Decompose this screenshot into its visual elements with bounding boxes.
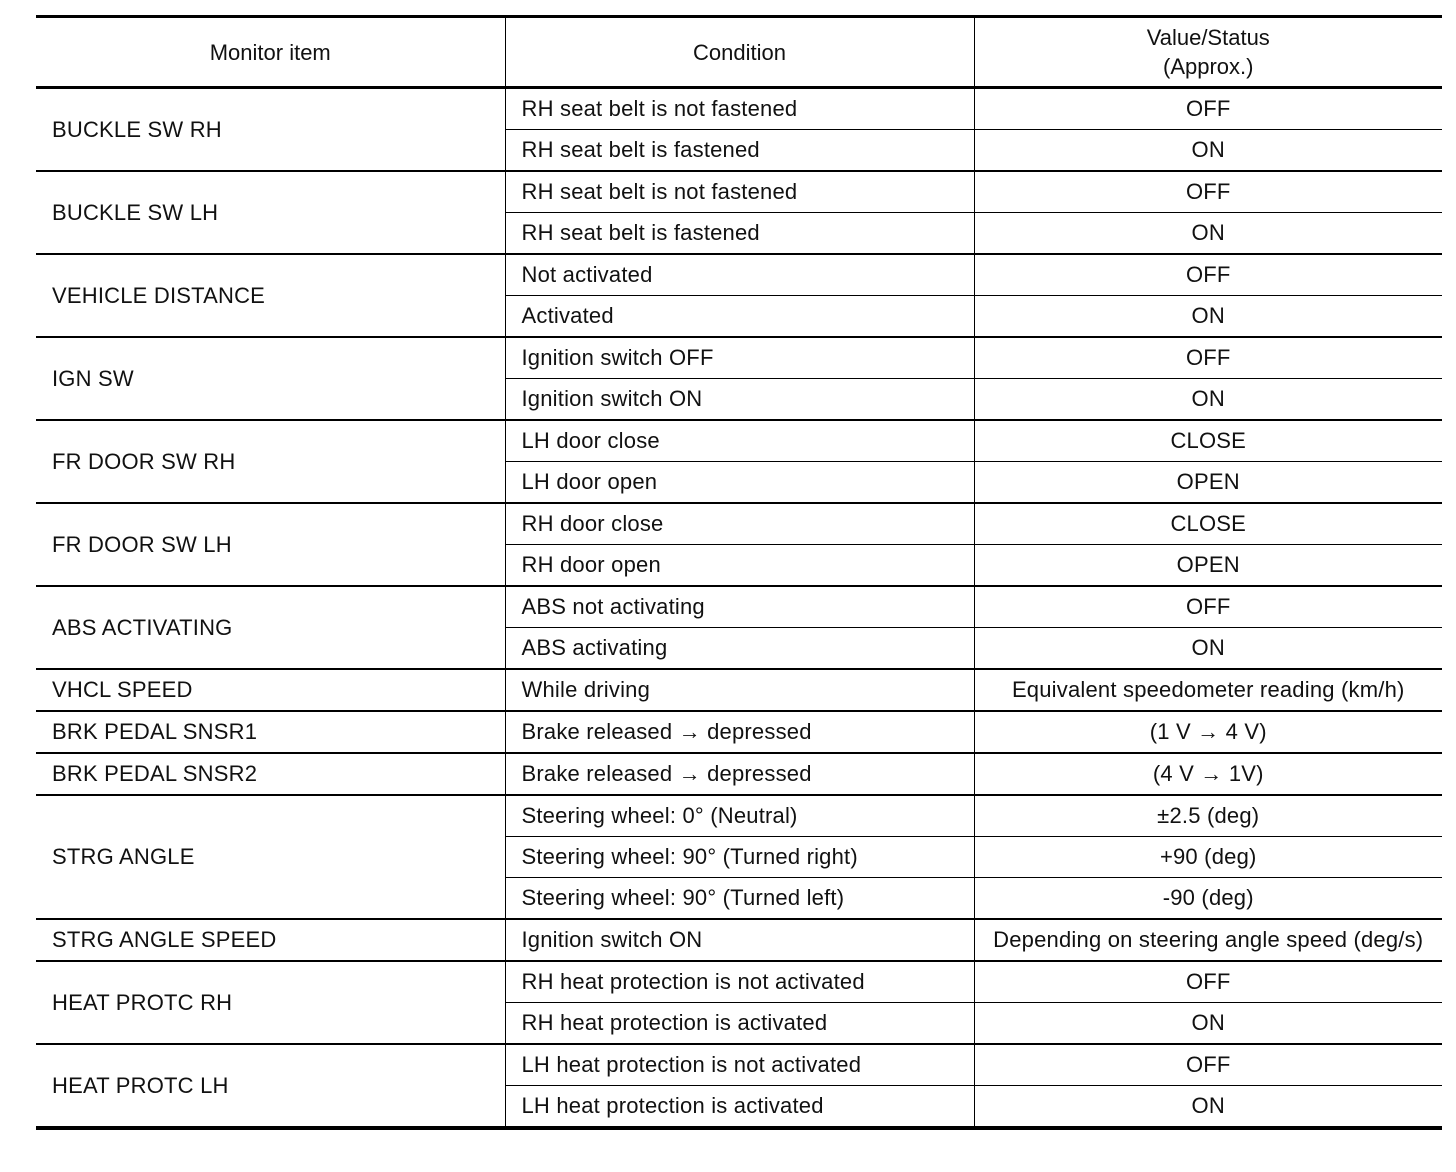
value-status-cell: ON <box>974 296 1442 338</box>
value-status-cell: -90 (deg) <box>974 878 1442 920</box>
monitor-item-cell: VEHICLE DISTANCE <box>36 254 505 337</box>
value-status-cell: +90 (deg) <box>974 837 1442 878</box>
value-status-cell: ON <box>974 1003 1442 1045</box>
condition-cell: Ignition switch ON <box>505 379 974 421</box>
condition-cell: While driving <box>505 669 974 711</box>
monitor-item-cell: FR DOOR SW LH <box>36 503 505 586</box>
value-status-cell: ON <box>974 379 1442 421</box>
table-row <box>36 337 1442 379</box>
condition-cell: Steering wheel: 90° (Turned right) <box>505 837 974 878</box>
table-body <box>36 88 1442 1129</box>
value-status-cell: ON <box>974 1086 1442 1129</box>
condition-cell: RH heat protection is not activated <box>505 961 974 1003</box>
table-row <box>36 961 1442 1003</box>
monitor-item-cell: IGN SW <box>36 337 505 420</box>
condition-cell: Steering wheel: 90° (Turned left) <box>505 878 974 920</box>
table-row <box>36 586 1442 628</box>
value-status-cell: OPEN <box>974 462 1442 504</box>
value-status-cell: (1 V → 4 V) <box>974 711 1442 753</box>
condition-cell: LH door close <box>505 420 974 462</box>
table-row <box>36 795 1442 837</box>
monitor-item-cell: FR DOOR SW RH <box>36 420 505 503</box>
table-row <box>36 420 1442 462</box>
condition-cell: Ignition switch OFF <box>505 337 974 379</box>
monitor-item-cell: VHCL SPEED <box>36 669 505 711</box>
condition-cell: Brake released → depressed <box>505 753 974 795</box>
monitor-item-cell: STRG ANGLE SPEED <box>36 919 505 961</box>
monitor-item-cell: ABS ACTIVATING <box>36 586 505 669</box>
value-status-cell: OPEN <box>974 545 1442 587</box>
table-header-row <box>36 17 1442 88</box>
monitor-item-cell: BUCKLE SW LH <box>36 171 505 254</box>
value-status-cell: ON <box>974 213 1442 255</box>
monitor-item-cell: BRK PEDAL SNSR2 <box>36 753 505 795</box>
table-row <box>36 88 1442 130</box>
condition-cell: LH heat protection is activated <box>505 1086 974 1129</box>
monitor-item-cell: HEAT PROTC RH <box>36 961 505 1044</box>
table-row <box>36 711 1442 753</box>
monitor-item-table <box>36 15 1442 1130</box>
value-status-cell: OFF <box>974 171 1442 213</box>
condition-cell: RH seat belt is not fastened <box>505 88 974 130</box>
value-status-cell: Depending on steering angle speed (deg/s) <box>974 919 1442 961</box>
header-value-status-line2: (Approx.) <box>1163 54 1254 79</box>
header-condition: Condition <box>505 17 974 88</box>
value-status-cell: OFF <box>974 1044 1442 1086</box>
table-row <box>36 503 1442 545</box>
monitor-item-cell: STRG ANGLE <box>36 795 505 919</box>
value-status-cell: OFF <box>974 961 1442 1003</box>
value-status-cell: ±2.5 (deg) <box>974 795 1442 837</box>
value-status-cell: ON <box>974 130 1442 172</box>
value-status-cell: (4 V → 1V) <box>974 753 1442 795</box>
value-status-cell: Equivalent speedometer reading (km/h) <box>974 669 1442 711</box>
table-row <box>36 919 1442 961</box>
condition-cell: RH seat belt is fastened <box>505 130 974 172</box>
condition-cell: Brake released → depressed <box>505 711 974 753</box>
condition-cell: RH heat protection is activated <box>505 1003 974 1045</box>
table-row <box>36 254 1442 296</box>
condition-cell: Activated <box>505 296 974 338</box>
monitor-item-cell: HEAT PROTC LH <box>36 1044 505 1128</box>
condition-cell: RH seat belt is fastened <box>505 213 974 255</box>
condition-cell: LH heat protection is not activated <box>505 1044 974 1086</box>
value-status-cell: OFF <box>974 88 1442 130</box>
value-status-cell: CLOSE <box>974 420 1442 462</box>
condition-cell: Ignition switch ON <box>505 919 974 961</box>
table-row <box>36 171 1442 213</box>
value-status-cell: CLOSE <box>974 503 1442 545</box>
condition-cell: RH door open <box>505 545 974 587</box>
condition-cell: LH door open <box>505 462 974 504</box>
value-status-cell: OFF <box>974 586 1442 628</box>
condition-cell: RH door close <box>505 503 974 545</box>
header-value-status-line1: Value/Status <box>1146 25 1270 50</box>
condition-cell: Steering wheel: 0° (Neutral) <box>505 795 974 837</box>
table-row <box>36 669 1442 711</box>
value-status-cell: OFF <box>974 337 1442 379</box>
condition-cell: RH seat belt is not fastened <box>505 171 974 213</box>
condition-cell: ABS activating <box>505 628 974 670</box>
monitor-item-cell: BUCKLE SW RH <box>36 88 505 172</box>
value-status-cell: ON <box>974 628 1442 670</box>
condition-cell: ABS not activating <box>505 586 974 628</box>
table-row <box>36 1044 1442 1086</box>
header-value-status <box>974 17 1442 88</box>
condition-cell: Not activated <box>505 254 974 296</box>
table-row <box>36 753 1442 795</box>
value-status-cell: OFF <box>974 254 1442 296</box>
header-monitor-item: Monitor item <box>36 17 505 88</box>
monitor-item-cell: BRK PEDAL SNSR1 <box>36 711 505 753</box>
